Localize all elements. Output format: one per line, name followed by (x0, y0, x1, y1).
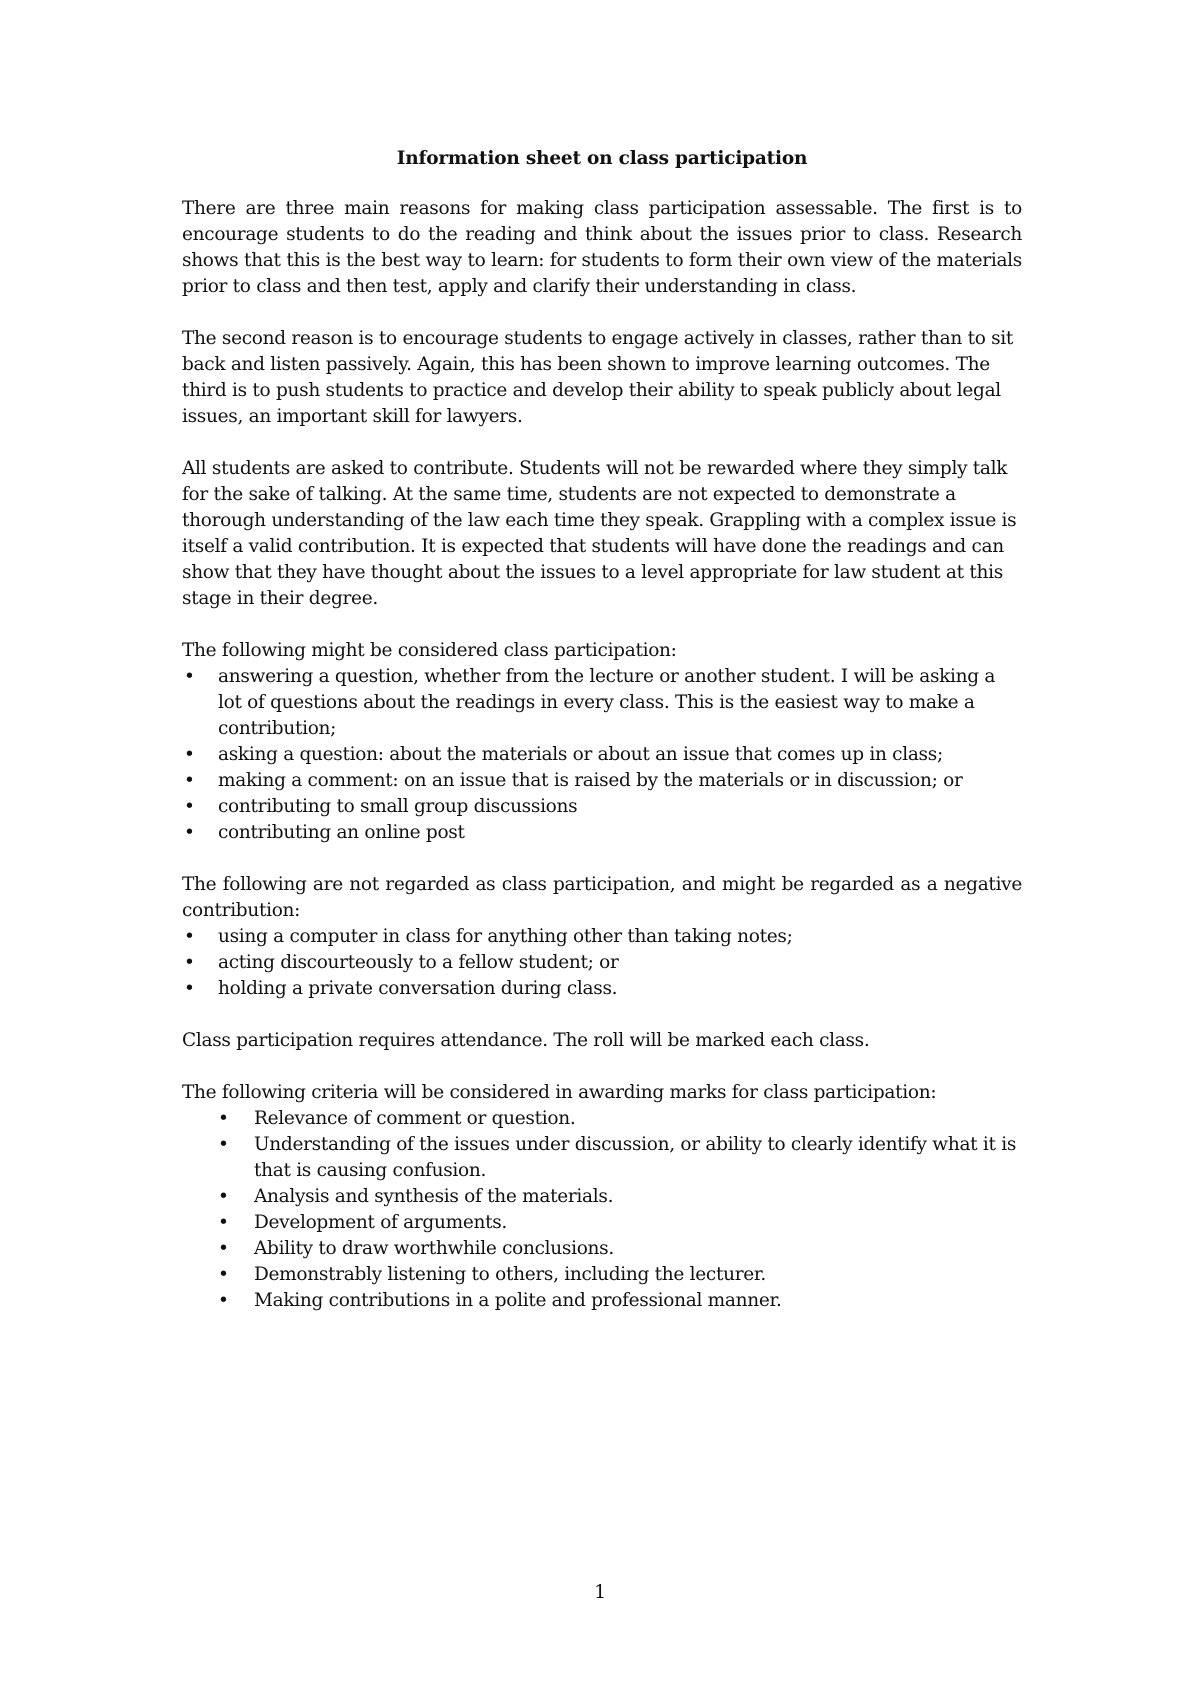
list-item-text: Relevance of comment or question. (254, 1108, 576, 1129)
paragraph-reasons: There are three main reasons for making class participation assessable. The first is to encourage students to do the reading and think about the issues prior to class. Research shows that this is the best way to learn: for students to form their own view of the materials prior to class and then test, apply and clarify their understanding in class. (182, 198, 1022, 297)
list-item (182, 742, 1022, 768)
list-item-text: Analysis and synthesis of the materials. (254, 1186, 614, 1207)
criteria-list-intro: The following criteria will be considered in awarding marks for class participation: (182, 1082, 937, 1103)
bullet-icon: • (184, 744, 195, 765)
list-item-text: acting discourteously to a fellow student; or (218, 952, 619, 973)
participation-list (182, 664, 1022, 846)
list-item-text: using a computer in class for anything other than taking notes; (218, 926, 793, 947)
attendance-note: Class participation requires attendance. The roll will be marked each class. (182, 1030, 870, 1051)
bullet-icon: • (218, 1290, 229, 1311)
paragraph-second-reason: The second reason is to encourage students to engage actively in classes, rather than to sit back and listen passively. Again, this has been shown to improve learning outcomes. The third is to push students to practice and develop their ability to speak publicly about legal issues, an important skill for lawyers. (182, 328, 1014, 427)
list-item (182, 1184, 1022, 1210)
bullet-icon: • (218, 1108, 229, 1129)
list-item (182, 1262, 1022, 1288)
document-body (182, 146, 1022, 1340)
participation-list-intro: The following might be considered class participation: (182, 640, 677, 661)
list-item (182, 1288, 1022, 1314)
list-item-text: answering a question, whether from the lecture or another student. I will be asking a lot of questions about the readings in every class. This is the easiest way to make a contribution; (218, 666, 996, 739)
list-item-text: contributing to small group discussions (218, 796, 578, 817)
list-item-text: asking a question: about the materials or about an issue that comes up in class; (218, 744, 943, 765)
list-item (182, 794, 1022, 820)
bullet-icon: • (184, 978, 195, 999)
list-item (182, 1106, 1022, 1132)
bullet-icon: • (184, 770, 195, 791)
list-item (182, 664, 1022, 742)
list-item-text: contributing an online post (218, 822, 465, 843)
bullet-icon: • (218, 1264, 229, 1285)
not-participation-list-intro: The following are not regarded as class participation, and might be regarded as a negative contribution: (182, 874, 1022, 921)
list-item (182, 1132, 1022, 1184)
list-item (182, 820, 1022, 846)
list-item (182, 768, 1022, 794)
bullet-icon: • (184, 796, 195, 817)
list-item-text: Ability to draw worthwhile conclusions. (254, 1238, 614, 1259)
list-item-text: Development of arguments. (254, 1212, 508, 1233)
list-item (182, 1210, 1022, 1236)
bullet-icon: • (184, 952, 195, 973)
bullet-icon: • (184, 822, 195, 843)
list-item-text: making a comment: on an issue that is raised by the materials or in discussion; or (218, 770, 963, 791)
document-title: Information sheet on class participation (396, 148, 808, 169)
bullet-icon: • (218, 1134, 229, 1155)
bullet-icon: • (218, 1186, 229, 1207)
bullet-icon: • (218, 1212, 229, 1233)
bullet-icon: • (184, 666, 195, 687)
list-item (182, 976, 1022, 1002)
bullet-icon: • (184, 926, 195, 947)
list-item (182, 924, 1022, 950)
list-item-text: Demonstrably listening to others, including the lecturer. (254, 1264, 766, 1285)
paragraph-contribute: All students are asked to contribute. Students will not be rewarded where they simply talk for the sake of talking. At the same time, students are not expected to demonstrate a thorough understanding of the law each time they speak. Grappling with a complex issue is itself a valid contribution. It is expected that students will have done the readings and can show that they have thought about the issues to a level appropriate for law student at this stage in their degree. (182, 458, 1017, 609)
bullet-icon: • (218, 1238, 229, 1259)
list-item (182, 950, 1022, 976)
criteria-list (182, 1106, 1022, 1314)
page-number: 1 (594, 1582, 606, 1603)
not-participation-list (182, 924, 1022, 1002)
list-item-text: Understanding of the issues under discussion, or ability to clearly identify what it is that is causing confusion. (254, 1134, 1017, 1181)
list-item-text: holding a private conversation during class. (218, 978, 618, 999)
list-item-text: Making contributions in a polite and professional manner. (254, 1290, 782, 1311)
list-item (182, 1236, 1022, 1262)
